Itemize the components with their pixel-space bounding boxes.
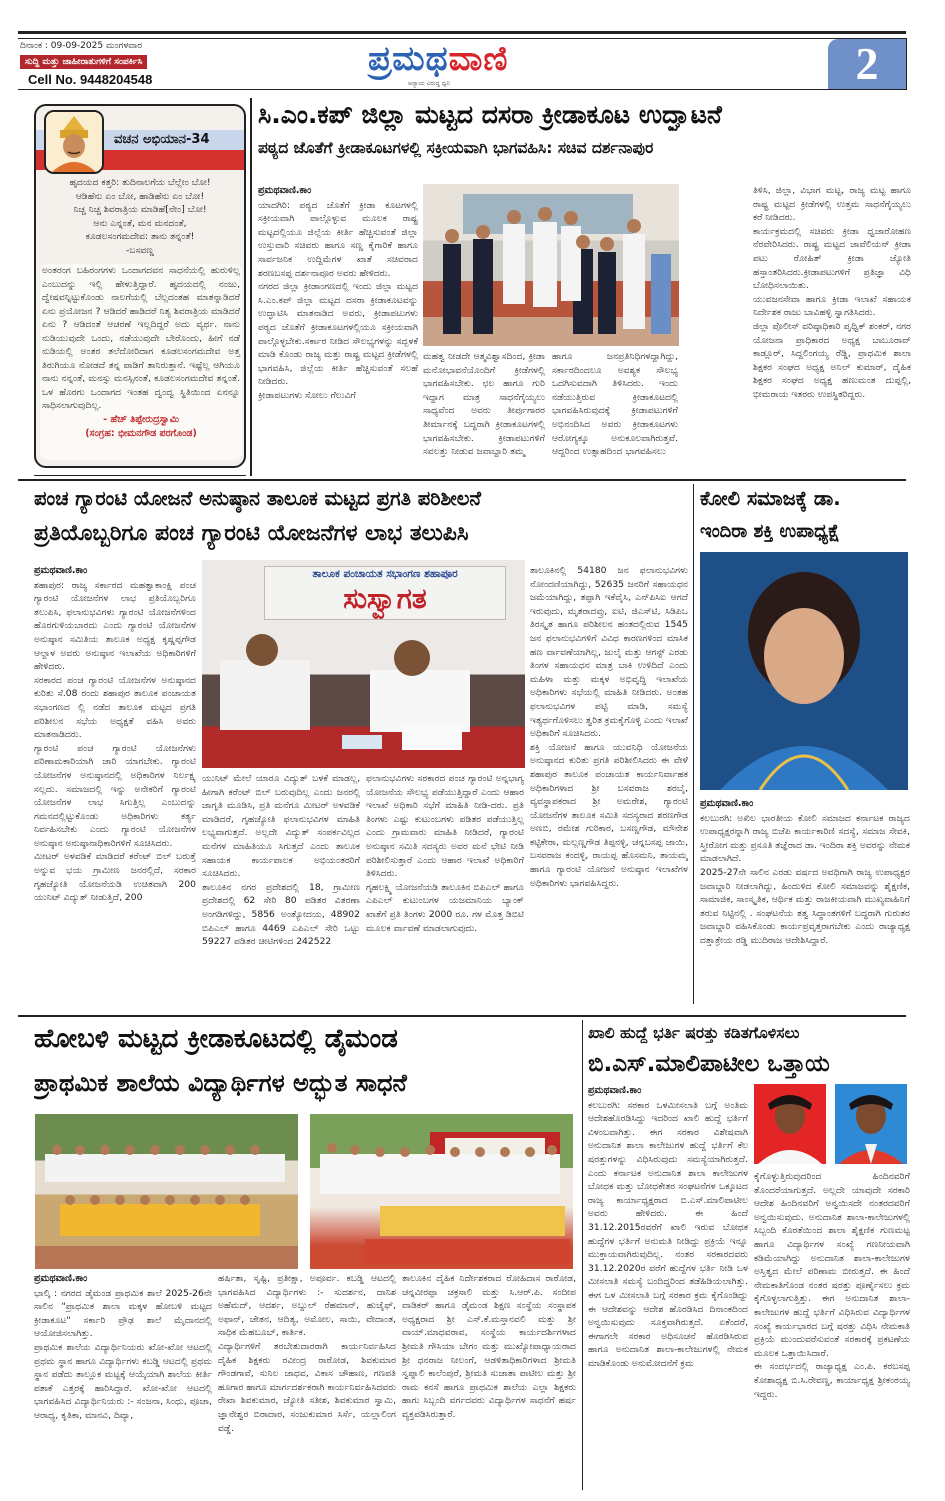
logo-part2: ವಾಣಿ [448, 39, 509, 79]
logo-tagline: ಅನ್ಯಾಯ ವಿರುದ್ಧ ಧ್ವನಿ [408, 80, 451, 87]
divider [34, 475, 246, 476]
indira-shakti-photo [700, 552, 908, 790]
verse-line: ಆಡಿಹೆನು ಏಂ ಬೋ, ಹಾಡಿಹೆನು ಏಂ ಬೋ! [75, 190, 205, 202]
article2-paragraph: ಗ್ಯಾರಂಟಿ ಪಂಚ ಗ್ಯಾರಂಟಿ ಯೋಜನೆಗಳು ಪರಿಣಾಮಕಾರಿಯಾಗಿ ಜಾರಿ ಯಾಗಬೇಕು. ಗ್ಯಾರಂಟಿ ಯೋಜನೆಗಳ ಅನುಷ್ಠಾನದಲ್ಲಿ ಅಧಿಕಾರಿಗಳ ನಿರ್ಲಕ್ಷ್ಯ ಸಲ್ಲದು. ಸಮಾಜದಲ್ಲಿ ಇನ್ನು ಅನೇಕರಿಗೆ ಗ್ಯಾರಂಟಿ ಯೋಜನೆಗಳ ಲಾಭ ಸಿಗುತ್ತಿಲ್ಲ ಎಂಬುದನ್ನು ಗಮನದಲ್ಲಿಟ್ಟುಕೊಂಡು ಅಧಿಕಾರಿಗಳು ಕರ್ತ್ಯ ನಿರ್ವಹಿಸಬೇಕು ಎಂದು ಗ್ಯಾರಂಟಿ ಯೋಜನೆಗಳ ಅನುಷ್ಠಾನ ಅನುಷ್ಠಾನಾಧಿಕಾರಿಗಳಿಗೆ ಸೂಚಿಸಿದರು. [34, 742, 196, 849]
guarantee-meeting-photo [202, 560, 525, 768]
article3-headline1: ಕೋಲಿ ಸಮಾಜಕ್ಕೆ ಡಾ. [700, 487, 841, 510]
verse-author: -ಬಸವಣ್ಣ [125, 244, 155, 256]
vachana-signature: - ಹೆಚ್ ತಿಪ್ಪೇರುದ್ರಸ್ವಾಮಿ [103, 413, 179, 425]
contact-label: ಸುದ್ದಿ ಮತ್ತು ಜಾಹೀರಾತುಗಳಿಗೆ ಸಂಪರ್ಕಿಸಿ [20, 55, 147, 69]
kho-kho-team-photo [310, 1114, 573, 1269]
vachana-title: ವಚನ ಅಭಿಯಾನ-34 [114, 132, 210, 147]
article2-paragraph: ಶಹಾಪುರ: ರಾಜ್ಯ ಸರ್ಕಾರದ ಮಹತ್ವಾಕಾಂಕ್ಷಿ ಪಂಚ ಗ್ಯಾರಂಟಿ ಯೋಜನೆಗಳ ಲಾಭ ಪ್ರತಿಯೊಬ್ಬರಿಗೂ ತಲುಪಿಸಿ, ಫಲಾನುಭವಿಗಳು ಗ್ಯಾರಂಟಿ ಯೋಜನೆಗಳಿಂದ ಹೊರಗುಳಿಯಬಾರದು ಎಂದು ಗ್ಯಾರಂಟಿ ಯೋಜನೆಗಳ ಅನುಷ್ಠಾನ ಸಮಿತಿಯ ತಾಲೂಕ ಅಧ್ಯಕ್ಷ ಕೃಷ್ಣಪ್ಪಗೌಡ ಆಲ್ದಾಳ ಅವರು ಅನುಷ್ಠಾನ ಇಲಾಖೆಯ ಅಧಿಕಾರಿಗಳಿಗೆ ಹೇಳಿದರು. [34, 579, 196, 673]
column-divider [250, 98, 252, 476]
cm-cup-inauguration-photo [423, 184, 679, 346]
vachana-verse [40, 176, 240, 257]
logo-part1: ಪ್ರಮಥ [368, 39, 449, 79]
article4-paragraph: ತಾಲೂಕಿನ ದೈಹಿಕ ನಿರ್ದೇಶಕರಾದ ರೋಹಿದಾಸ ರಾಠೋಡ, ಚನ್ನವೀರಪ್ಪಾ ಚಕ್ರಸಾಲಿ ಮತ್ತು ಸಿ.ಆರ್.ಪಿ. ಸಂದೀಪ ವಾಡಿಕರ್ ಹಾಗೂ ಡೈಮಂಡ ಶಿಕ್ಷಣ ಸಂಸ್ಥೆಯ ಸಂಸ್ಥಾಪಕ ಅಧ್ಯಕ್ಷರಾದ ಶ್ರೀ ಎಸ್.ಕೆ.ಮಸ್ತಾನವಲಿ ಮತ್ತು ಶ್ರೀ ವಾಯ್.ಮಾಧವರಾವ, ಸಂಸ್ಥೆಯ ಕಾರ್ಯದರ್ಶಿಗಳಾದ ಶ್ರೀಮತಿ ಗೌಸಿಯಾ ಬೇಗಂ ಮತ್ತು ಮುಖ್ಯೋಪಾಧ್ಯಾಯರಾದ ಶ್ರೀ ಧನರಾಜ ನೀಲಂಗೆ, ಆಡಳಿತಾಧಿಕಾರಿಗಳಾದ ಶ್ರೀಮತಿ ಸ್ವಪ್ನಾಲಿ ಕಾಲೆಂಪುರೆ, ಶ್ರೀಮತಿ ಸುಜಾತಾ ಪಾಟೀಲ ಮತ್ತು ಶ್ರೀ ರಾಮ ಕನಸೆ ಹಾಗೂ ಪ್ರಾಥಮಿಕ ಶಾಲೆಯ ಎಲ್ಲಾ ಶಿಕ್ಷಕರು ಹಾಗು ಸಿಬ್ಬಂದಿ ವರ್ಗದವರು ವಿದ್ಯಾರ್ಥಿಗಳ ಸಾಧನೆಗೆ ಹರ್ಷ ವ್ಯಕ್ತಪಡಿಸಿರುತ್ತಾರೆ. [402, 1273, 576, 1420]
date-line: ದಿನಾಂಕ : 09-09-2025 ಮಂಗಳವಾರ [20, 41, 142, 51]
article2-paragraph: ಯುನಿಟ್ ಮೇಲೆ ಯಾರೂ ವಿದ್ಯುತ್ ಬಳಕೆ ಮಾಡಲ್ಲ, ಹೀಗಾಗಿ ಕರೆಂಟ್ ಬಿಲ್ ಬರುವುದಿಲ್ಲ ಎಂದು ಜನರಲ್ಲಿ ಜಾಗೃತಿ ಮೂಡಿಸಿ, ಪ್ರತಿ ಮನೆಗೂ ಮೀಟರ್ ಅಳವಡಿಕೆ ಮಾಡಿದರೆ, ಗೃಹಜ್ಯೋತಿ ಫಲಾನುಭವಿಗಳ ಮಾಹಿತಿ ಲಭ್ಯವಾಗುತ್ತದೆ. ಅಲ್ಲದೇ ವಿದ್ಯುತ್ ಸಂಪರ್ಕವಿಲ್ಲದ ಮನೆಗಳ ಮಾಹಿತಿಯೂ ಸಿಗುತ್ತದೆ ಎಂದು ತಾಲೂಕ ಸಹಾಯಕ ಕಾರ್ಯಪಾಲಕ ಅಭಿಯಂತರರಿಗೆ ಸೂಚಿಸಿದರು. [202, 773, 360, 880]
article5-byline: ಪ್ರಮಥವಾಣಿ.ಕಾಂ [588, 1085, 642, 1096]
vachana-box [34, 104, 246, 468]
article1-headline: ಸಿ.ಎಂ.ಕಪ್ ಜಿಲ್ಲಾ ಮಟ್ಟದ ದಸರಾ ಕ್ರೀಡಾಕೂಟ ಉದ್ಘಾಟನೆ [258, 100, 722, 129]
article4-paragraph: ಹರ್ಷಿತಾ, ಸೃಷ್ಟಿ, ಪ್ರತೀಕ್ಷಾ, ಅಪೂರ್ವ. ಕಬಡ್ಡಿ ಆಟದಲ್ಲಿ ಭಾಗವಹಿಸಿದ ವಿದ್ಯಾರ್ಥಿಗಳು :- ಸುದರ್ಶನ, ದಾನಿಶ ಅಹೆಮದ್, ಆದರ್ಶ, ಅಬ್ದುಲ್ ರೆಹಮಾನ್, ಹುಜೈಫ್, ಅಫಾನ್, ಚೇತನ, ಆದಿತ್ಯ, ಅಮೋಲ, ಸಾಯಿ, ವೇದಾಂತ, ಸಾಧಿಕ ಮೆಹಬೂಬ್, ಕಾರ್ತಿಕ. [218, 1273, 396, 1339]
article2-paragraph: ಗೃಹಲಕ್ಷ್ಮಿ ಯೋಜನೆಯಡಿ ತಾಲೂಕಿನ ಬಿಪಿಎಲ್ ಹಾಗೂ ಎಪಿಎಲ್ ಕುಟುಂಬಗಳ ಯಜಮಾನಿಯ ಬ್ಯಾಂಕ್ ಖಾತೆಗೆ ಪ್ರತಿ ತಿಂಗಳು 2000 ರೂ. ಗಳ ಮೊತ್ತ ಡಿಬಿಟಿ ಮೂಲಕ ರ್ವಾವಣೆ ಮಾಡಲಾಗುವುದು. [366, 881, 524, 934]
article2-paragraph: ಮೀಟರ್ ಅಳವಡಿಕೆ ಮಾಡಿದರೆ ಕರೆಂಟ್ ಬಿಲ್ ಬರುತ್ತೆ ಅನ್ನುವ ಭಯ ಗ್ರಾಮೀಣ ಜನರಲ್ಲಿದೆ, ಸರಕಾರ ಗೃಹಜ್ಯೋತಿ ಯೋಜನೆಯಡಿ ಉಚಿತವಾಗಿ 200 ಯುನಿಟ್ ವಿದ್ಯುತ್ ನೀಡುತ್ತಿದೆ, 200 [34, 851, 196, 904]
article5-col1 [588, 1084, 748, 1490]
section-rule [18, 1015, 906, 1017]
kabaddi-team-photo [35, 1114, 298, 1269]
article4-paragraph: ವಿದ್ಯಾರ್ಥಿಗಳಿಗೆ ತರಬೇತುದಾರರಾಗಿ ಕಾರ್ಯನಿರ್ವಹಿಸಿದ ದೈಹಿಕ ಶಿಕ್ಷಕರು ರವೀಂದ್ರ ರಾಠೋಡ, ಶಿವಕುಮಾರ ಗೌಂಡಗಾವೆ, ಸುನಿಲ ಜಾಧವ, ವಿಕಾಸ ಚೌಹಾಣ, ಗಣಪತಿ ಹೂಗಾರ ಹಾಗೂ ಮಾರ್ಗದರ್ಶಕರಾಗಿ ಕಾರ್ಯನಿರ್ವಹಿಸಿದವರು ರೇಖಾ ಶಿವಕುಮಾರ, ಜ್ಯೋತಿ ಸತೀಶ, ಶಿವಕುಮಾರ ಸ್ವಾಮಿ, ಜ್ಞಾನೇಶ್ವರ ಬಿರಾದಾರ, ಸಂಜುಕುಮಾರ ಸಿರ್ಸೆ, ಯಲ್ಲಾಲಿಂಗ ವಡ್ಡೆ. [218, 1340, 396, 1434]
article4-col1 [34, 1272, 212, 1490]
article1-paragraph: ಕ್ರೀಡಾಪಟುಗಳು ಸೋಲು ಗೆಲುವಿಗೆ [258, 389, 356, 401]
column-divider [693, 484, 694, 1004]
article1-paragraph: ಹಾಗೂ ಜನಪ್ರತಿನಿಧಿಗಳದ್ದಾಗಿದ್ದು, ಸರ್ಕಾರದಿಂದಲೂ ಅವಶ್ಯಕ ಸೌಲಭ್ಯ ಒದಗಿಸುವದಾಗಿ ತಿಳಿಸಿದರು. ಇಂದು ನಡೆಯುತ್ತಿರುವ ಕ್ರೀಡಾಕೂಟದಲ್ಲಿ ಭಾಗವಹಿಸಿರುವುದಕ್ಕೆ ಕ್ರೀಡಾಪಟುಗಳಿಗೆ ಅಭಿನಂದಿಸಿದ ಅವರು ಕ್ರೀಡಾಕೂಟಗಳು ಆರೋಗ್ಯಕ್ಕೂ ಅನುಕೂಲವಾಗಿರುತ್ತವೆ. ಆದ್ದರಿಂದ ಉತ್ಸಾಹದಿಂದ ಭಾಗವಹಿಸಲು [552, 351, 678, 458]
article2-byline: ಪ್ರಮಥವಾಣಿ.ಕಾಂ [34, 565, 88, 576]
article1-paragraph: ನಗರದ ಜಿಲ್ಲಾ ಕ್ರೀಡಾಂಗಣದಲ್ಲಿ ಇಂದು ಜಿಲ್ಲಾ ಮಟ್ಟದ ಸಿ.ಎಂ.ಕಪ್ ಜಿಲ್ಲಾ ಮಟ್ಟದ ದಸರಾ ಕ್ರೀಡಾಕೂಟವನ್ನು ಉದ್ಘಾಟಿಸಿ ಮಾತನಾಡಿದ ಅವರು, ಕ್ರೀಡಾಪಟುಗಳು ಪಠ್ಯದ ಜೊತೆಗೆ ಕ್ರೀಡಾಕೂಟಗಳಲ್ಲಿಯೂ ಸಕ್ರೀಯವಾಗಿ ಪಾಲ್ಗೊಳ್ಳಬೇಕು.ಸರ್ಕಾರ ನೀಡಿದ ಸೌಲಭ್ಯಗಳನ್ನು ಸದ್ಬಳಕೆ ಮಾಡಿ ಕೊಂಡು ರಾಜ್ಯ ಮತ್ತು ರಾಷ್ಟ್ರ ಮಟ್ಟದ ಕ್ರೀಡೆಗಳಲ್ಲಿ ಭಾಗವಹಿಸಿ, ಜಿಲ್ಲೆಯ ಕೀರ್ತಿ ಹೆಚ್ಚಿಸುವಂತೆ ಸಲಹೆ ನೀಡಿದರು. [258, 281, 418, 388]
article3-body [700, 797, 910, 997]
article5-headline1: ಖಾಲಿ ಹುದ್ದೆ ಭರ್ತಿ ಷರತ್ತು ಕಡಿತಗೊಳಿಸಲು [588, 1024, 800, 1042]
article1-col1 [258, 184, 418, 474]
article1-paragraph: ಮಹತ್ವ ನೀಡದೇ ಆತ್ಮವಿಶ್ವಾಸದಿಂದ, ಕ್ರೀಡಾ ಮನೋಭಾವನೆಯೊಂದಿಗೆ ಕ್ರೀಡೆಗಳಲ್ಲಿ ಭಾಗವಹಿಸಬೇಕು. ಛಲ ಹಾಗೂ ಗುರಿ ಇದ್ದಾಗ ಮಾತ್ರ ಸಾಧನೆಗೈಯ್ಯಲು ಸಾಧ್ಯವೆಂದ ಅವರು ತೀರ್ಪುಗಾರರ ತೀರ್ಮಾನಕ್ಕೆ ಬದ್ಧರಾಗಿ ಕ್ರೀಡಾಕೂಟಗಳಲ್ಲಿ ಭಾಗವಹಿಸಬೇಕು. ಕ್ರೀಡಾಪಟುಗಳಿಗೆ ಸವಲತ್ತು ನೀಡುವ ಜವಾಬ್ದಾರಿ ತಮ್ಮ [423, 351, 545, 458]
article1-paragraph: ತಿಳಿಸಿ, ಜಿಲ್ಲಾ, ವಿಭಾಗ ಮಟ್ಟ, ರಾಜ್ಯ ಮಟ್ಟ ಹಾಗೂ ರಾಷ್ಟ್ರ ಮಟ್ಟದ ಕ್ರೀಡೆಗಳಲ್ಲಿ ಉತ್ತಮ ಸಾಧನೆಗೈಯ್ಯಲು ಕರೆ ನೀಡಿದರು. [753, 185, 911, 224]
cell-number: Cell No. 9448204548 [28, 72, 153, 87]
article5-headline2: ಬಿ.ಎಸ್.ಮಾಲಿಪಾಟೀಲ ಒತ್ತಾಯ [588, 1051, 830, 1077]
logo [368, 39, 608, 89]
article1-col4 [753, 184, 911, 474]
basavanna-portrait [44, 110, 104, 174]
article1-col2 [423, 350, 545, 474]
article3-paragraph: 2025-27ನೇ ಸಾಲಿನ ಎರಡು ವರ್ಷದ ಅವಧಿಗಾಗಿ ರಾಜ್ಯ ಉಪಾಧ್ಯಕ್ಷರ ಜವಾಬ್ದಾರಿ ನೀಡಲಾಗಿದ್ದು, ಹಿಂದುಳಿದ ಕೋಲಿ ಸಮಾಜವನ್ನು ಶೈಕ್ಷಣಿಕ, ಸಾಮಾಜಿಕ, ಸಾಂಸ್ಕೃತಿಕ, ಆರ್ಥಿಕ ಮತ್ತು ರಾಜಕೀಯವಾಗಿ ಮುಖ್ಯವಾಹಿನಿಗೆ ತರುವ ನಿಟ್ಟಿನಲ್ಲಿ . ಸಂಘಟನೆಯ ತತ್ವ ಸಿದ್ಧಾಂತಗಳಿಗೆ ಬದ್ಧರಾಗಿ ಗುರುತರ ಜವಾಬ್ದಾರಿ ವಹಿಸಿಕೊಂಡು ಕಾರ್ಯಪ್ರವೃತ್ತರಾಗಬೇಕು ಎಂದು ರಾಜ್ಯಾಧ್ಯಕ್ಷ ದತ್ತಾತ್ರೇಯ ರಡ್ಡಿ ಮುದಿರಾಜ ಆದೇಶಿಸಿದ್ದಾರೆ. [700, 866, 910, 946]
verse-line: ಹೃದಯದ ಕತ್ತರಿ: ತುದಿನಾಲಗೆಯ ಬೆಲ್ಲೇಂ ಬೋ! [69, 177, 211, 188]
vachana-explanation-box [40, 264, 242, 460]
vachana-explanation: ಅಂತರಂಗ ಬಹಿರಂಗಗಳು ಒಂದಾಗದವನ ಸಾಧನೆಯಲ್ಲಿ ಹುರುಳಿಲ್ಲ ಎಂಬುದನ್ನು ಇಲ್ಲಿ ಹೇಳುತ್ತಿದ್ದಾರೆ. ಹೃದಯದಲ್ಲಿ ನಂಜು, ದ್ವೇಷವನ್ನಿಟ್ಟುಕೊಂಡು ನಾಲಗೆಯಲ್ಲಿ ಬೆಲ್ಲದಂತಹ ಮಾತನ್ನಾಡಿದರೆ ಏನು ಪ್ರಯೋಜನ ? ಆಡಿದರೆ ಹಾಡಿದರೆ ನಿತ್ಯ ಶಿವರಾತ್ರಿಯ ಮಾಡಿದರೆ ಏನು ? ಆಡಿದಂತೆ ಆಚರಣೆ ಇಲ್ಲದಿದ್ದರೆ ಅದು ವ್ಯರ್ಥ. ನಾನು ನುಡಿಯುವುದೇ ಒಂದು, ನಡೆಯುವುದೇ ಬೇರೊಂದು, ಹೀಗೆ ನಡೆ ನುಡಿಯಲ್ಲಿ ಅಂತರ ತಲೆದೋರಿದಾಗ ಕೂಡಲಸಂಗಮದೇವ ಅತ್ತ ತಿರುಗಿಯೂ ನೋಡದೆ ತನ್ನ ಪಾಡಿಗೆ ತಾನಿರುತ್ತಾನೆ. ಇಷ್ಟೆಲ್ಲ ಆಗಿಯೂ ನಾನು ನನ್ನಂತೆ, ಮನಸ್ಸು ಮನಸ್ಸಿನಂತೆ, ಕೂಡಲಸಂಗಮದೇವ ತನ್ನಂತೆ. ಒಳ ಹೊರಗು ಒಂದಾಗದ ಇಂತಹ ದ್ವಂದ್ವ ಸ್ಥಿತಿಯಿಂದ ಏನನ್ನೂ ಸಾಧಿಸಲಾಗುವುದಿಲ್ಲ. [42, 265, 240, 411]
article4-headline1: ಹೋಬಳಿ ಮಟ್ಟದ ಕ್ರೀಡಾಕೂಟದಲ್ಲಿ ಡೈಮಂಡ [34, 1024, 398, 1054]
article3-headline2: ಇಂದಿರಾ ಶಕ್ತಿ ಉಪಾಧ್ಯಕ್ಷೆ [700, 521, 840, 542]
logo-wordmark [368, 39, 509, 79]
article3-byline: ಪ್ರಮಥವಾಣಿ.ಕಾಂ [700, 798, 754, 809]
article1-byline: ಪ್ರಮಥವಾಣಿ.ಕಾಂ [258, 185, 312, 196]
article2-col3 [366, 772, 524, 1004]
verse-line: ಆನು ಎನ್ನಂತೆ, ಮನ ಮನದಂತೆ, [93, 217, 187, 229]
column-divider [582, 1020, 583, 1490]
article4-col2 [218, 1272, 396, 1490]
verse-line: ನಿಚ್ಚ ನಿಚ್ಚ ಶಿವರಾತ್ರಿಯ ಮಾಡಿಹೆ[ನೇಂ] ಬೋ! [73, 204, 207, 215]
article2-col1 [34, 564, 196, 1004]
article5-col2 [754, 1170, 910, 1490]
article2-headline1: ಪಂಚ ಗ್ಯಾರಂಟಿ ಯೋಜನೆ ಅನುಷ್ಠಾನ ತಾಲೂಕ ಮಟ್ಟದ ಪ್ರಗತಿ ಪರಿಶೀಲನೆ [34, 487, 482, 510]
article2-paragraph: ಸರಕಾರದ ಪಂಚ ಗ್ಯಾರಂಟಿ ಯೋಜನೆಗಳ ಅನುಷ್ಠಾನದ ಕುರಿತು ಸೆ.08 ರಂದು ಶಹಾಪುರ ತಾಲೂಕ ಪಂಚಾಯತ ಸಭಾಂಗಣದ ಲ್ಲಿ ನಡೆದ ತಾಲೂಕ ಮಟ್ಟದ ಪ್ರಗತಿ ಪರಿಶೀಲನ ಸಭೆಯ ಅಧ್ಯಕ್ಷತೆ ವಹಿಸಿ ಅವರು ಮಾತನಾಡಿದರು. [34, 674, 196, 741]
article2-paragraph: ತಾಲೂಕಿನ ನಗರ ಪ್ರದೇಶದಲ್ಲಿ 18, ಗ್ರಾಮೀಣ ಪ್ರದೇಶದಲ್ಲಿ 62 ಸೇರಿ 80 ಪಡಿತರ ವಿತರಣಾ ಅಂಗಡಿಗಳಿದ್ದು, 5856 ಅಂತ್ಯೋದಯ, 48902 ಬಿಪಿಎಲ್ ಹಾಗೂ 4469 ಎಪಿಎಲ್ ಸೇರಿ ಒಟ್ಟು 59227 ಪಡಿತರ ಚೀಟಿಗಳಿಂದ 242522 [202, 881, 360, 948]
article4-byline: ಪ್ರಮಥವಾಣಿ.ಕಾಂ [34, 1273, 88, 1284]
article1-col3 [552, 350, 678, 474]
page-number: 2 [828, 39, 906, 89]
vachana-compiler: (ಸಂಗ್ರಹ: ಭೀಮನಗೌಡ ಪರಗೊಂಡ) [85, 427, 197, 439]
article1-paragraph: ಜಿಲ್ಲಾ ಪೊಲೀಸ್ ವರಿಷ್ಠಾಧಿಕಾರಿ ಪೃಥ್ವಿಕ್ ಶಂಕರ್, ನಗರ ಯೋಜನಾ ಪ್ರಾಧಿಕಾರದ ಅಧ್ಯಕ್ಷ ಬಾಬೂರಾವ್ ಕಾಡ್ಲೂರ್, ಸಿದ್ದಲಿಂಗಯ್ಯ ರೆಡ್ಡಿ, ಪ್ರಾಥಮಿಕ ಶಾಲಾ ಶಿಕ್ಷಕರ ಸಂಘದ ಅಧ್ಯಕ್ಷ ಅನಿಲ್ ಕುಮಾರ್, ದೈಹಿಕ ಶಿಕ್ಷಕರ ಸಂಘದ ಅಧ್ಯಕ್ಷ ಹಣುಮಂತ ದುಪ್ಪಲ್ಲಿ, ಭೀಮರಾಯ ಇತರರು ಉಪಸ್ಥಿತರಿದ್ದರು. [753, 320, 911, 400]
article1-subheadline: ಪಠ್ಯದ ಜೊತೆಗೆ ಕ್ರೀಡಾಕೂಟಗಳಲ್ಲಿ ಸಕ್ರೀಯವಾಗಿ ಭಾಗವಹಿಸಿ: ಸಚಿವ ದರ್ಶನಾಪುರ [258, 139, 654, 157]
article3-paragraph: ಕಲಬುರಗಿ: ಅಖಿಲ ಭಾರತೀಯ ಕೋಲಿ ಸಮಾಜದ ಕರ್ನಾಟಕ ರಾಜ್ಯದ ಉಪಾಧ್ಯಕ್ಷರನ್ನಾಗಿ ರಾಜ್ಯ ಬಿಜೆಪಿ ಕಾರ್ಯಕಾರಿಣಿ ಸದಸ್ಯೆ, ಸಮಾಜ ಸೇವಕಿ, ಸ್ತ್ರೀರೋಗ ಮತ್ತು ಪ್ರಸೂತಿ ತಜ್ಞೆರಾದ ಡಾ. ಇಂದಿರಾ ಶಕ್ತಿ ಅವರನ್ನು ನೇಮಕ ಮಾಡಲಾಗಿದೆ. [700, 812, 910, 865]
top-rule [18, 31, 906, 34]
article5-paragraph: ಕೈಗೊಳ್ಳುತ್ತಿರುವುದರಿಂದ ಹಿಂದಿನವರಿಗೆ ತೊಂದರೆಯಾಗುತ್ತದೆ. ಅಲ್ಲದೇ ಯಾವುದೇ ಸರಕಾರಿ ಆದೇಶ ಹಿಂದಿನವರಿಗೆ ಅನ್ವಯಿಸದೇ ನಂತರದವರಿಗೆ ಅನ್ವಯಿಸುವುದು. ಅನುದಾನಿತ ಶಾಲಾ-ಕಾಲೇಜುಗಳಲ್ಲಿ ಸಿಬ್ಬಂದಿ ಕೊರತೆಯಿಂದ ಶಾಲಾ ಶೈಕ್ಷಣಿಕ ಗುಣಮಟ್ಟ ಹಾಗೂ ವಿದ್ಯಾರ್ಥಿಗಳ ಸಂಖ್ಯೆ ಗಣನೀಯವಾಗಿ ಕಡಿಮೆಯಾಗಿದ್ದು ಅನುದಾನಿತ ಶಾಲಾ-ಕಾಲೇಜುಗಳ ಅಸ್ತಿತ್ವದ ಮೇಲೆ ಪರಿಣಾಮ ಬೀರುತ್ತದೆ. ಈ ಹಿಂದೆ ನೇಮಕಾತಿಗೊಂಡ ನಂತರ ಷರತ್ತು ಪೂರ್ಣೈಸಲು ಕ್ರಮ ಕೈಗೊಳ್ಳಲಾಗುತ್ತಿತ್ತು. ಈಗ ಅನುದಾನಿತ ಶಾಲಾ-ಕಾಲೇಜುಗಳ ಹುದ್ದೆ ಭರ್ತಿಗೆ ವಿಧಿಸಿರುವ ವಿದ್ಯಾರ್ಥಿಗಳ ಸಂಖ್ಯೆ ಕಾರ್ಯಭಾರದ ಬಗ್ಗೆ ಷರತ್ತು ವಿಧಿಸಿ ನೇಮಕಾತಿ ಪ್ರಕ್ರಿಯೆ ಮುಂದುವರೆಸುವಂತೆ ಸರಕಾರಕ್ಕೆ ಪ್ರಕಟಣೆಯ ಮೂಲಕ ಒತ್ತಾಯಿಸಿದಾರೆ. [754, 1171, 910, 1359]
portrait-photo-1 [754, 1084, 826, 1164]
article4-paragraph: ಭಾಲ್ಕಿ : ನಗರದ ಡೈಮಂಡ ಪ್ರಾಥಮಿಕ ಶಾಲೆ 2025-26ನೇ ಸಾಲಿನ "ಪ್ರಾಥಮಿಕ ಶಾಲಾ ಮಕ್ಕಳ ಹೋಬಳಿ ಮಟ್ಟದ ಕ್ರೀಡಾಕೂಟ" ಸರ್ಕಾರಿ ಪ್ರೌಢ ಶಾಲೆ ಮೈದಾನದಲ್ಲಿ ಆಯೋಜಿಸಲಾಗಿತ್ತು. [34, 1287, 212, 1340]
masthead [18, 38, 907, 90]
banner-welcome: ಸುಸ್ವಾಗತ [343, 582, 427, 615]
article1-paragraph: ಯುವಜನಸೇವಾ ಹಾಗೂ ಕ್ರೀಡಾ ಇಲಾಖೆ ಸಹಾಯಕ ನಿರ್ದೇಶಕ ರಾಜು ಬಾವಿಹಳ್ಳಿ ಸ್ವಾಗತಿಸಿದರು. [753, 293, 911, 319]
article2-headline2: ಪ್ರತಿಯೊಬ್ಬರಿಗೂ ಪಂಚ ಗ್ಯಾರಂಟಿ ಯೋಜನೆಗಳ ಲಾಭ ತಲುಪಿಸಿ [34, 521, 469, 546]
article2-paragraph: ಶಕ್ತಿ ಯೋಜನೆ ಹಾಗೂ ಯುವನಿಧಿ ಯೋಜನೆಯ ಅನುಷ್ಠಾನದ ಕುರಿತು ಪ್ರಗತಿ ಪರಿಶೀಲಿಸಿದರು ಈ ವೇಳೆ ಶಹಾಪುರ ತಾಲೂಕ ಪಂಚಾಯತ ಕಾರ್ಯನಿರ್ವಾಹಕ ಅಧಿಕಾರಿಗಳಾದ ಶ್ರೀ ಬಸವರಾಜ ಶರಬೈ, ವ್ಯವಸ್ಥಾಪಕರಾದ ಶ್ರೀ ಅಮರೇಶ, ಗ್ಯಾರಂಟಿ ಯೋಜನೆಗಳ ತಾಲೂಕ ಸಮಿತಿ ಸದಸ್ಯರಾದ ಶರಣಗೌಡ ಅಣಬಿ, ರಮೇಶ ಗುರಿಕಾರ, ಬಸಣ್ಣಗೌಡ, ಮೌನೇಶ ಕಟ್ಟಿಕೇರಾ, ಮಲ್ಲಣ್ಣಗೌಡ ತಿಪ್ಪನಳ್ಳಿ, ಚನ್ನಬಸಪ್ಪ ಜಾಯಿ, ಬಸವರಾಜ ಕಂದಳ್ಳಿ, ರಾಯಪ್ಪ ಹೊಸಮನಿ, ತಾಯಮ್ಮ ಹಾಗೂ ಗ್ಯಾರಂಟಿ ಯೋಜನೆ ಅನುಷ್ಠಾನ ಇಲಾಖೆಗಳ ಅಧಿಕಾರಿಗಳು ಭಾಗವಹಿಸಿದ್ದರು. [530, 741, 688, 889]
section-rule [18, 479, 906, 481]
article2-col4 [530, 564, 688, 1004]
banner-venue: ತಾಲೂಕ ಪಂಚಾಯತ ಸಭಾಂಗಣ ಶಹಾಪೂರ [312, 568, 458, 580]
article4-col3 [402, 1272, 576, 1490]
article4-headline2: ಪ್ರಾಥಮಿಕ ಶಾಲೆಯ ವಿದ್ಯಾರ್ಥಿಗಳ ಅದ್ಭುತ ಸಾಧನೆ [34, 1069, 407, 1097]
article4-paragraph: ಪ್ರಾಥಮಿಕ ಶಾಲೆಯ ವಿದ್ಯಾರ್ಥಿನಿಯರು ಖೋ-ಖೋ ಆಟದಲ್ಲಿ ಪ್ರಥಮ ಸ್ಥಾನ ಹಾಗೂ ವಿದ್ಯಾರ್ಥಿಗಳು ಕಬಡ್ಡಿ ಆಟದಲ್ಲಿ ಪ್ರಥಮ ಸ್ಥಾನ ಪಡೆದು ತಾಲ್ಲೂಕ ಮಟ್ಟಕ್ಕೆ ಆಯ್ಕೆಯಾಗಿ ಶಾಲೆಯ ಕೀರ್ತಿ ಪತಾಕೆ ಎತ್ತರಕ್ಕೆ ಹಾರಿಸಿದ್ದಾರೆ. ಖೋ-ಖೋ ಆಟದಲ್ಲಿ ಭಾಗವಹಿಸಿದ ವಿದ್ಯಾರ್ಥಿನಿಯರು :- ಸಂಜನಾ, ಸಿಂಧು, ಪೂಜಾ, ಆರಾಧ್ಯ, ಕೃತಿಕಾ, ಮಾನವಿ, ದಿವ್ಯಾ, [34, 1341, 212, 1421]
article2-paragraph: ತಾಲೂಕಿನಲ್ಲಿ 54180 ಜನ ಫಲಾನುಭವಿಗಳು ನೋಂದಣಿಯಾಗಿದ್ದು, 52635 ಜನರಿಗೆ ಸಹಾಯಧನ ಜಮೆಯಾಗಿದ್ದು, ತಪ್ಪಾಗಿ ಇಕೆವೈಸಿ, ಎನ್‌ಪಿಸಿಐ ಆಗದೆ ಇರುವುದು, ಮೃತರಾದವ್ರು, ಐಟಿ, ಜಿಎಸ್‌ಟಿ, ಸಿಡಿಪಿಒ ತಿರಸ್ಕೃತ ಹಾಗೂ ಪರಿಶೀಲನ ಹಂತದಲ್ಲಿರುವ 1545 ಜನ ಫಲಾನುಭವಿಗಳಿಗೆ ವಿವಿಧ ಕಾರಣಗಳಿಂದ ಮಾಸಿಕ ಹಣ ರ್ವಾವಣೆಯಾಗಿಲ್ಲ, ಜುಲೈ ಮತ್ತು ಆಗಸ್ಟ್ ಎರಡು ತಿಂಗಳ ಸಹಾಯಧನ ಮಾತ್ರ ಬಾಕಿ ಉಳಿದಿದೆ ಎಂದು ಮಹಿಳಾ ಮತ್ತು ಮಕ್ಕಳ ಅಭಿವೃದ್ಧಿ ಇಲಾಖೆಯ ಅಧಿಕಾರಿಗಳು ಸಭೆಯಲ್ಲಿ ಮಾಹಿತಿ ನೀಡಿದರು. ಅಂತಹ ಫಲಾನುಭವಿಗಳ ಪಟ್ಟಿ ಮಾಡಿ, ಸಮಸ್ಯೆ ಇತ್ಯರ್ಥಗೊಳಿಸಲು ತ್ವರಿತ ಕ್ರಮಕೈಗೊಳ್ಳಿ ಎಂದು ಇಲಾಖೆ ಅಧಿಕಾರಿಗೆ ಸೂಚಿಸಿದರು. [530, 565, 688, 740]
article5-paragraph: ಈ ಸಂದರ್ಭದಲ್ಲಿ ರಾಜ್ಯಾಧ್ಯಕ್ಷ ಎಂ.ಪಿ. ಕರಬಸಪ್ಪ ಕೋಶಾಧ್ಯಕ್ಷ ಬಿ.ಸಿ.ರೇವಣ್ಣ, ಕಾರ್ಯಾಧ್ಯಕ್ಷ ಶ್ರೀಕಂಠಯ್ಯ ಇದ್ದರು. [754, 1361, 910, 1400]
article1-paragraph: ಯಾದಗಿರಿ: ಪಠ್ಯದ ಜೊತೆಗೆ ಕ್ರೀಡಾ ಕೂಟಗಳಲ್ಲಿ ಸಕ್ರೀಯವಾಗಿ ಪಾಲ್ಗೊಳ್ಳುವ ಮೂಲಕ ರಾಷ್ಟ್ರ ಮಟ್ಟದಲ್ಲಿಯೂ ಜಿಲ್ಲೆಯ ಕೀರ್ತಿ ಹೆಚ್ಚಿಸುವಂತೆ ಜಿಲ್ಲಾ ಉಸ್ತುವಾರಿ ಸಚಿವರು ಹಾಗೂ ಸಣ್ಣ ಕೈಗಾರಿಕೆ ಹಾಗೂ ಸಾರ್ವಜನಿಕ ಉದ್ದಿಮೆಗಳ ಖಾತೆ ಸಚಿವರಾದ ಶರಣಬಸಪ್ಪ ದರ್ಶನಾಪೂರ ಅವರು ಹೇಳಿದರು. [258, 199, 418, 279]
article2-paragraph: ಫಲಾನುಭವಿಗಳು ಸರಕಾರದ ಪಂಚ ಗ್ಯಾರಂಟಿ ಅನ್ನಭಾಗ್ಯ ಯೋಜನೆಯ ಸೌಲಭ್ಯ ಪಡೆಯುತ್ತಿದ್ದಾರೆ ಎಂದು ಆಹಾರ ಇಲಾಖೆ ಅಧಿಕಾರಿ ಸಭೆಗೆ ಮಾಹಿತಿ ನೀಡಿ-ದರು. ಪ್ರತಿ ತಿಂಗಳು ಎಷ್ಟು ಕುಟುಂಬಗಳು ಪಡಿತರ ಪಡೆಯುತ್ತಿಲ್ಲ ಎಂದು ಗ್ರಾಮವಾರು ಮಾಹಿತಿ ನೀಡಿದರೆ, ಗ್ಯಾರಂಟಿ ಅನುಷ್ಠಾನ ಸಮಿತಿ ಸದಸ್ಯರು ಅವರ ಮನೆ ಭೇಟಿ ನೀಡಿ ಪರಿಶೀಲಿಸುತ್ತಾರೆ ಎಂದು ಆಹಾರ ಇಲಾಖೆ ಅಧಿಕಾರಿಗೆ ತಿಳಿಸಿದರು. [366, 773, 524, 880]
article2-col2 [202, 772, 360, 1004]
portrait-photo-2 [835, 1084, 907, 1164]
verse-line: ಕೂಡಲಸಂಗಮದೇವ: ತಾನು ತನ್ನಂತೆ! [85, 231, 195, 242]
article5-paragraph: ಕಲಬುರಗಿ: ಸರಕಾರ ಒಳಮೀಸಲಾತಿ ಬಗ್ಗೆ ಅಂತಿಮ ಆದೇಶಹೊರಡಿಸಿದ್ದು ಇದರಿಂದ ಖಾಲಿ ಹುದ್ದೆ ಭರ್ತಿಗೆ ವಿಳಂಬವಾಗಿತ್ತು. ಈಗ ಸರಕಾರ ವಿಶೇಷವಾಗಿ ಅನುದಾನಿತ ಶಾಲಾ ಕಾಲೇಜುಗಳ ಹುದ್ದೆ ಭರ್ತಿಗೆ ಕೆಲ ಷರತ್ತುಗಳನ್ನು ವಿಧಿಸಿರುವುದು ಸಮಸ್ಯೆಯಾಗಿರುತ್ತದೆ. ಎಂದು ಕರ್ನಾಟಕ ಅನುದಾನಿತ ಶಾಲಾ ಕಾಲೇಜುಗಳ ಬೋಧಕ ಮತ್ತು ಬೋಧಕೇತರ ಸಂಘಟನೆಗಳ ಒಕ್ಕೂಟದ ರಾಜ್ಯ ಕಾರ್ಯಾಧ್ಯಕ್ಷರಾದ ಬಿ.ಎಸ್.ಮಾಲಿಪಾಟೀಲ ಅವರು ಹೇಳಿದರು. ಈ ಹಿಂದೆ 31.12.2015ರವರೆಗೆ ಖಾಲಿ ಇರುವ ಬೋಧಕ ಹುದ್ದೆಗಳ ಭರ್ತಿಗೆ ಅನುಮತಿ ನೀಡಿದ್ದು ಪ್ರಕ್ರಿಯೆ ಇನ್ನೂ ಮುಕ್ತಾಯವಾಗಿರುವುದಿಲ್ಲ. ನಂತರ ಸರಕಾರದವರು 31.12.2020ರ ವರೆಗೆ ಹುದ್ದೆಗಳ ಭರ್ತಿ ನೀಡಿ ಒಳ ಮೀಸಲಾತಿ ಸಮಸ್ಯೆ ಬಂದಿದ್ದರಿಂದ ತಡೆಹಿಡಿಯಲಾಗಿತ್ತು. ಈಗ ಒಳ ಮೀಸಲಾತಿ ಬಗ್ಗೆ ಸರಕಾರ ಕ್ರಮ ಕೈಗೊಂಡಿದ್ದು ಈ ಆದೇಶವನ್ನು ಆದೇಶ ಹೊರಡಿಸಿದ ದಿನಾಂಕದಿಂದ ಅನ್ವಯಿಸುವುದು ಸೂಕ್ತವಾಗಿರುತ್ತದೆ. ಏಕೆಂದರೆ, ಈಗಾಗಲೇ ಸರಕಾರ ಅಧಿಸೂಚನೆ ಹೊರಡಿಸಿರುವ ಹಾಗೂ ಅನುದಾನಿತ ಶಾಲಾ-ಕಾಲೇಜುಗಳಲ್ಲಿ ನೇಮಕ ಮಾಡಿಕೊಂಡು ಅನುಮೋದನೆಗೆ ಕ್ರಮ [588, 1099, 748, 1369]
article1-paragraph: ಕಾರ್ಯಕ್ರಮದಲ್ಲಿ ಸಚಿವರು ಕ್ರೀಡಾ ಧ್ವಜಾರೋಹಣ ನೆರವೇರಿಸಿದರು. ರಾಷ್ಟ್ರ ಮಟ್ಟದ ಜಾವೆಲಿಯನ್ ಕ್ರೀಡಾ ಪಟು ರೋಹಿತ್ ಕ್ರೀಡಾ ಜ್ಯೋತಿ ಹಸ್ತಾಂತರಿಸಿದರು.ಕ್ರೀಡಾಪಟುಗಳಿಗೆ ಪ್ರತಿಜ್ಞಾ ವಿಧಿ ಬೋಧಿಸಲಾಯಿತು. [753, 225, 911, 292]
